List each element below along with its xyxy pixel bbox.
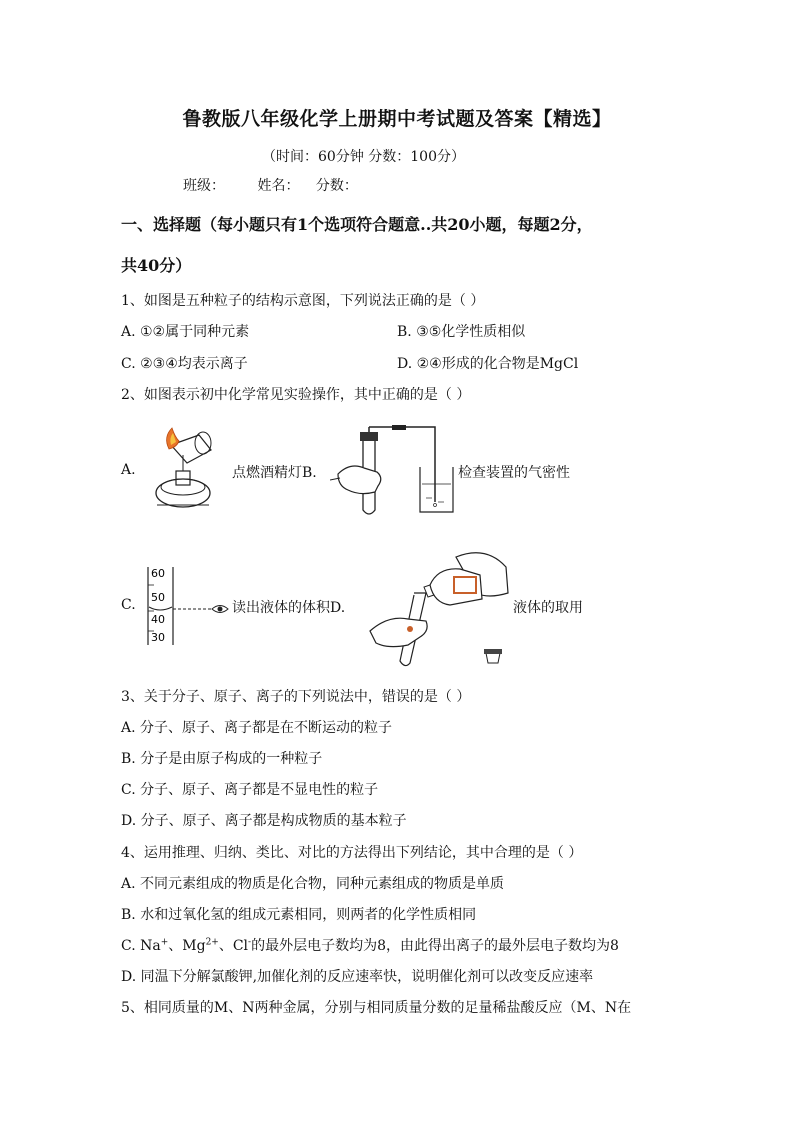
page-title: 鲁教版八年级化学上册期中考试题及答案【精选】: [182, 108, 612, 130]
tick-label-60: 60: [151, 567, 165, 580]
question-1: 1、如图是五种粒子的结构示意图，下列说法正确的是（ ）: [121, 293, 485, 309]
tick-label-40: 40: [151, 613, 165, 626]
question-5: 5、相同质量的M、N两种金属，分别与相同质量分数的足量稀盐酸反应（M、N在: [121, 1000, 632, 1016]
graduated-cylinder-figure: [140, 565, 232, 647]
student-info: [183, 175, 386, 195]
charge-sup: +: [160, 937, 169, 948]
q4-c-text: C. Na: [121, 938, 161, 954]
question-3: 3、关于分子、原子、离子的下列说法中，错误的是（ ）: [121, 689, 471, 705]
question-4: 4、运用推理、归纳、类比、对比的方法得出下列结论，其中合理的是（ ）: [121, 845, 583, 861]
q2-option-d-text: 液体的取用: [513, 600, 583, 616]
q4-option-d: D. 同温下分解氯酸钾,加催化剂的反应速率快，说明催化剂可以改变反应速率: [121, 969, 594, 985]
class-label: 班级：: [183, 178, 225, 194]
q4-c-text: 、Cl: [218, 938, 249, 954]
section-heading-cont: 共40分）: [121, 256, 192, 275]
q2-option-a-label: A.: [121, 462, 136, 478]
charge-sup: -: [248, 937, 252, 948]
score-label: 分数：: [315, 178, 358, 194]
q4-c-text: 的最外层电子数均为8，由此得出离子的最外层电子数均为8: [251, 938, 619, 954]
q2-option-b-text: 检查装置的气密性: [458, 465, 570, 481]
q3-option-d: D. 分子、原子、离子都是构成物质的基本粒子: [121, 813, 407, 829]
q3-option-a: A. 分子、原子、离子都是在不断运动的粒子: [121, 720, 393, 736]
tick-label-50: 50: [151, 591, 165, 604]
airtightness-figure: [330, 422, 460, 522]
q3-option-b: B. 分子是由原子构成的一种粒子: [121, 751, 323, 767]
q4-option-a: A. 不同元素组成的物质是化合物，同种元素组成的物质是单质: [121, 876, 505, 892]
q4-option-c: [121, 935, 619, 955]
tick-label-30: 30: [151, 631, 165, 644]
q3-option-c: C. 分子、原子、离子都是不显电性的粒子: [121, 782, 379, 798]
q4-c-text: 、Mg: [168, 938, 206, 954]
q2-option-c-text: 读出液体的体积D.: [232, 600, 346, 616]
name-label: 姓名：: [257, 178, 300, 194]
section-heading: 一、选择题（每小题只有1个选项符合题意..共20小题，每题2分，: [121, 215, 593, 234]
q1-option-a: A. ①②属于同种元素: [121, 324, 250, 340]
q1-option-d: D. ②④形成的化合物是MgCl: [397, 356, 579, 372]
q2-option-a-text: 点燃酒精灯B.: [232, 465, 317, 481]
alcohol-lamp-figure: [145, 425, 230, 520]
q1-option-c: C. ②③④均表示离子: [121, 356, 248, 372]
liquid-pouring-figure: [368, 545, 513, 670]
charge-sup: 2+: [205, 937, 219, 948]
q4-option-b: B. 水和过氧化氢的组成元素相同，则两者的化学性质相同: [121, 907, 477, 923]
question-2: 2、如图表示初中化学常见实验操作，其中正确的是（ ）: [121, 387, 471, 403]
q1-option-b: B. ③⑤化学性质相似: [397, 324, 526, 340]
exam-time-score: （时间：60分钟 分数：100分）: [262, 149, 465, 165]
q2-option-c-label: C.: [121, 597, 136, 613]
